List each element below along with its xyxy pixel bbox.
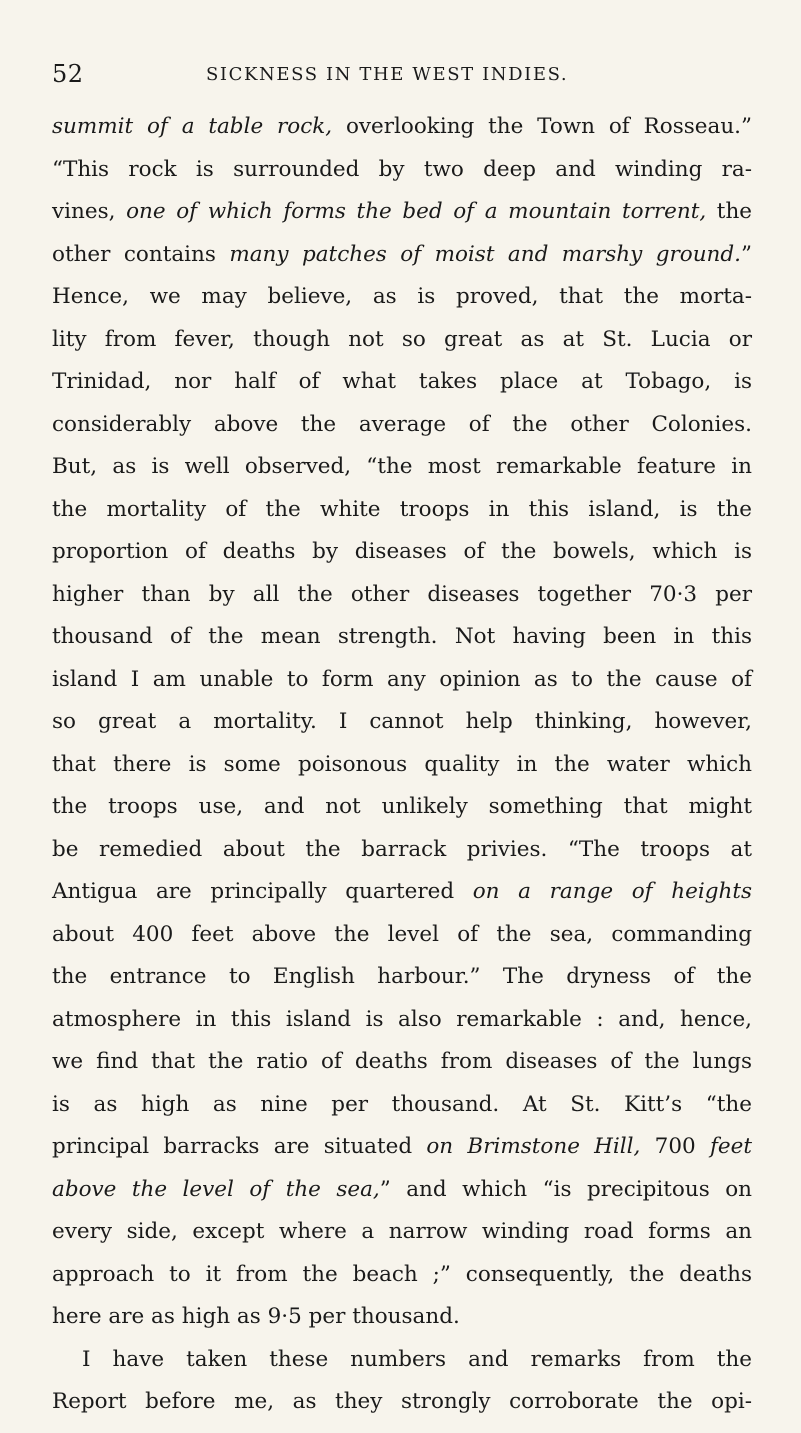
text-segment: the entrance to English harbour.” The dryness of the (52, 964, 752, 989)
text-segment: vines, (52, 199, 127, 224)
text-segment: I have taken these numbers and remarks from the (82, 1346, 752, 1372)
text-segment: thousand of the mean strength. Not having been in this (52, 624, 752, 649)
text-segment: so great a mortality. I cannot help thinking, however, (52, 709, 752, 734)
text-segment: ” (740, 241, 752, 267)
text-segment: is as high as nine per thousand. At St. Kitt’s “the (52, 1091, 752, 1117)
text-segment: island I am unable to form any opinion as to the cause of (52, 666, 752, 692)
text-line (52, 829, 752, 872)
page-header (52, 52, 752, 92)
text-segment: about 400 feet above the level of the sea, commanding (52, 921, 752, 947)
running-head: SICKNESS IN THE WEST INDIES. (206, 64, 569, 85)
text-segment: proportion of deaths by diseases of the bowels, which is (52, 539, 752, 564)
text-segment: other contains (52, 241, 230, 267)
text-line (52, 1339, 752, 1382)
text-line (52, 531, 752, 574)
text-segment: 700 (640, 1134, 710, 1159)
italic-text: many patches of moist and marshy ground. (229, 241, 741, 267)
text-line (52, 1254, 752, 1297)
italic-text: one of which forms the bed of a mountain torrent, (126, 199, 707, 224)
text-line (52, 871, 752, 914)
text-segment: considerably above the average of the other Colonies. (52, 411, 752, 437)
text-line (52, 1041, 752, 1084)
text-segment: “This rock is surrounded by two deep and winding ra- (52, 156, 752, 182)
body-text (52, 106, 752, 1424)
text-line (52, 319, 752, 362)
text-line (52, 1211, 752, 1254)
text-segment: Hence, we may believe, as is proved, that the morta- (52, 284, 752, 309)
text-line (52, 106, 752, 149)
text-line (52, 1296, 752, 1339)
text-line (52, 149, 752, 192)
text-line (52, 234, 752, 277)
text-line (52, 276, 752, 319)
text-segment: atmosphere in this island is also remarkable : and, hence, (52, 1006, 752, 1032)
text-line (52, 361, 752, 404)
text-segment: we find that the ratio of deaths from diseases of the lungs (52, 1049, 752, 1074)
text-segment: principal barracks are situated (52, 1134, 427, 1159)
text-line (52, 1126, 752, 1169)
text-line (52, 1169, 752, 1212)
text-line (52, 1084, 752, 1127)
text-line (52, 956, 752, 999)
text-line (52, 701, 752, 744)
text-segment: higher than by all the other diseases together 70·3 per (52, 581, 752, 607)
text-line (52, 744, 752, 787)
italic-text: above the level of the sea, (52, 1176, 380, 1202)
page-number: 52 (52, 60, 84, 88)
text-segment: be remedied about the barrack privies. “The troops at (52, 836, 752, 862)
text-segment: overlooking the Town of Rosseau.” (332, 114, 752, 139)
text-line (52, 191, 752, 234)
text-line (52, 489, 752, 532)
text-segment: ” and which “is precipitous on (379, 1176, 752, 1202)
text-line (52, 999, 752, 1042)
text-segment: Trinidad, nor half of what takes place at Tobago, is (52, 369, 752, 394)
italic-text: on a range of heights (472, 879, 752, 904)
text-line (52, 914, 752, 957)
italic-text: on Brimstone Hill, (426, 1134, 641, 1159)
text-line (52, 574, 752, 617)
text-segment: every side, except where a narrow winding road forms an (52, 1219, 752, 1244)
text-segment: that there is some poisonous quality in the water which (52, 751, 752, 777)
text-segment: here are as high as 9·5 per thousand. (52, 1304, 460, 1329)
text-line (52, 616, 752, 659)
text-segment: the (706, 199, 753, 224)
text-line (52, 404, 752, 447)
italic-text: summit of a table rock, (52, 114, 333, 139)
text-segment: lity from fever, though not so great as at St. Lucia or (52, 326, 752, 352)
text-segment: But, as is well observed, “the most remarkable feature in (52, 454, 752, 479)
italic-text: feet (709, 1134, 752, 1159)
text-segment: the mortality of the white troops in this island, is the (52, 496, 752, 522)
text-segment: Report before me, as they strongly corroborate the opi- (52, 1389, 752, 1414)
text-line (52, 659, 752, 702)
text-line (52, 786, 752, 829)
text-segment: Antigua are principally quartered (52, 879, 473, 904)
text-line (52, 446, 752, 489)
text-segment: the troops use, and not unlikely something that might (52, 794, 752, 819)
text-line (52, 1381, 752, 1424)
text-segment: approach to it from the beach ;” consequently, the deaths (52, 1261, 752, 1287)
